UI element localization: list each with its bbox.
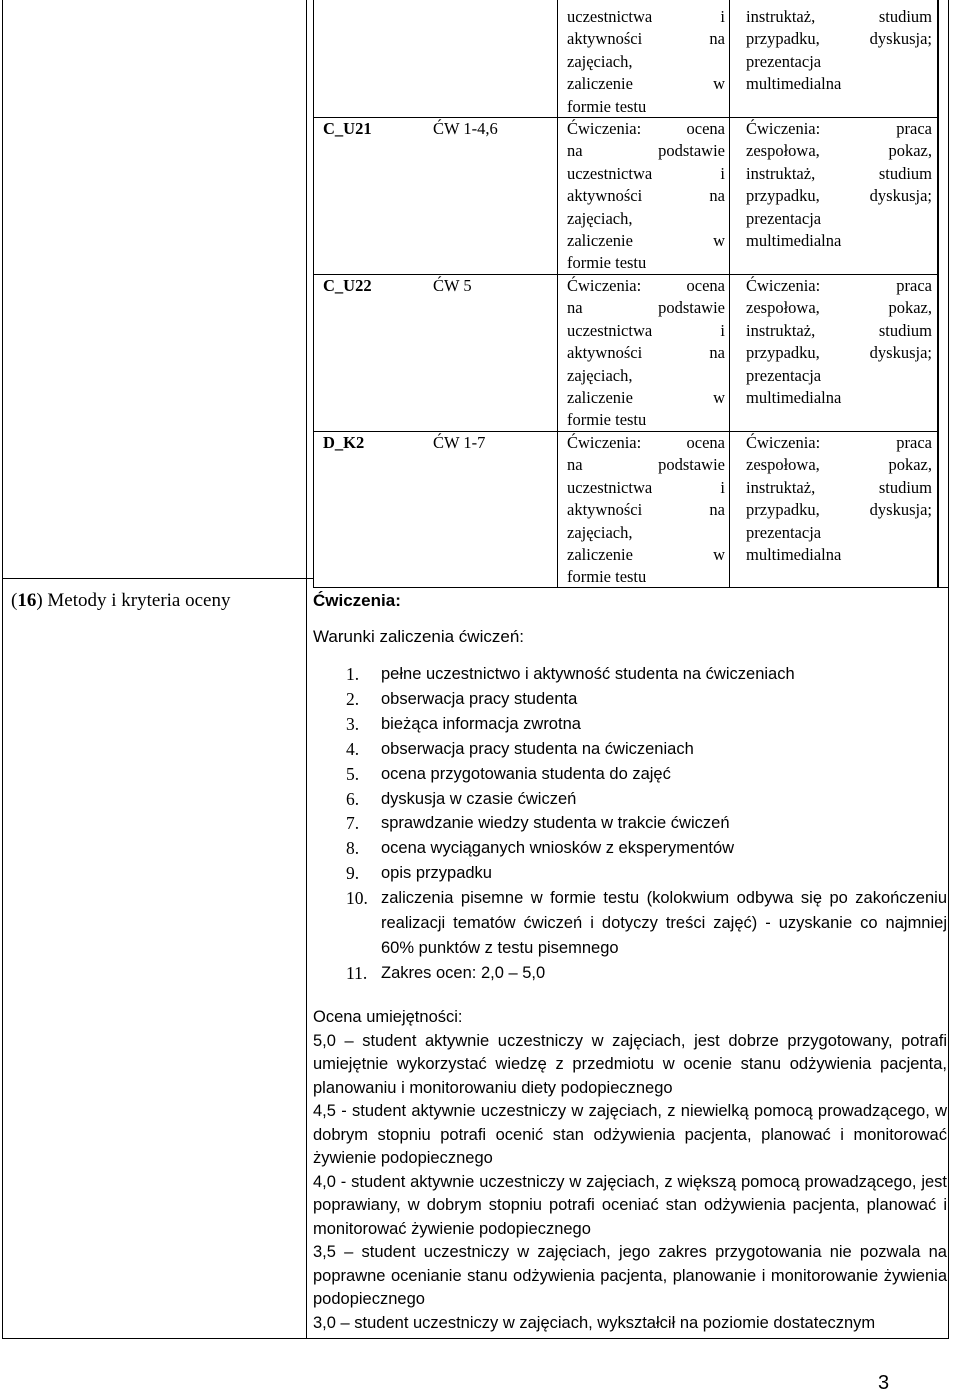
skills-grading-heading: Ocena umiejętności: <box>313 1008 463 1026</box>
frame-bottom-border <box>2 1338 949 1339</box>
table-cell-line: zespołowa, pokaz, <box>746 455 932 475</box>
table-cell-methods <box>746 432 932 566</box>
table-cell-line: instruktaż, studium <box>746 163 932 183</box>
list-item-number: 3. <box>346 713 360 734</box>
table-cell-line: zespołowa, pokaz, <box>746 298 932 318</box>
table-cell-line: formie testu <box>567 567 647 587</box>
section-label-text: ) Metody i kryteria oceny <box>36 590 231 611</box>
table-cell-line: zespołowa, pokaz, <box>746 141 932 161</box>
table-cell-line: uczestnictwa i <box>567 320 725 340</box>
list-item-text: obserwacja pracy studenta <box>381 689 578 708</box>
table-cell-code: C_U22 <box>323 276 372 295</box>
passing-conditions-list <box>313 662 947 986</box>
table-cell-line: Ćwiczenia: praca <box>746 433 932 452</box>
table-cell-line: instruktaż, studium <box>746 7 932 26</box>
table-cell-line: instruktaż, studium <box>746 320 932 340</box>
table-cell-exercise: ĆW 1-7 <box>433 433 486 452</box>
list-item <box>313 662 947 687</box>
table-cell-exercise: ĆW 5 <box>433 276 472 295</box>
table-cell-line: na podstawie <box>567 455 725 475</box>
list-item-number: 4. <box>346 738 360 759</box>
table-cell-line: zaliczenie w <box>567 388 725 408</box>
list-item <box>313 787 947 812</box>
frame-left-border <box>2 0 3 1339</box>
list-item-number: 10. <box>346 888 368 909</box>
table-cell-assessment <box>567 6 725 118</box>
list-item <box>313 961 947 986</box>
table-cell-line: zaliczenie w <box>567 74 725 94</box>
list-item-number: 6. <box>346 788 360 809</box>
table-cell-line: zaliczenie w <box>567 545 725 565</box>
list-item-text: sprawdzanie wiedzy studenta w trakcie ćwiczeń <box>381 814 730 833</box>
list-item-text: ocena przygotowania studenta do zajęć <box>381 764 671 783</box>
table-cell-methods <box>746 6 932 96</box>
table-cell-line: aktywności na <box>567 343 725 363</box>
table-cell-line: formie testu <box>567 410 647 430</box>
table-cell-line: Ćwiczenia: praca <box>746 276 932 295</box>
table-cell-line: uczestnictwa i <box>567 163 725 183</box>
frame-section-top-border <box>2 578 314 579</box>
section-label <box>11 590 230 612</box>
table-cell-line: multimedialna <box>746 74 842 94</box>
table-cell-line: aktywności na <box>567 29 725 49</box>
list-item-number: 2. <box>346 688 360 709</box>
table-cell-methods <box>746 275 932 409</box>
table-cell-line: Ćwiczenia: ocena <box>567 433 725 452</box>
list-item-number: 7. <box>346 813 360 834</box>
page-number: 3 <box>878 1372 890 1394</box>
list-item <box>313 712 947 737</box>
table-cell-assessment <box>567 118 725 275</box>
table-cell-line: uczestnictwa i <box>567 7 725 26</box>
grade-criterion: 3,0 – student uczestniczy w zajęciach, wykształcił na poziomie dostatecznym <box>313 1313 876 1332</box>
list-item-text: ocena wyciąganych wniosków z eksperymentów <box>381 839 735 858</box>
list-item-number: 9. <box>346 863 360 884</box>
table-col-divider-2 <box>729 0 730 588</box>
table-cell-assessment <box>567 432 725 589</box>
table-cell-line: zajęciach, <box>567 208 633 228</box>
list-item <box>313 811 947 836</box>
skills-grading-section <box>313 1006 947 1335</box>
list-item-number: 1. <box>346 664 360 684</box>
table-cell-line: multimedialna <box>746 388 842 408</box>
table-cell-line: przypadku, dyskusja; <box>746 29 932 49</box>
table-cell-line: na podstawie <box>567 298 725 318</box>
table-cell-line: przypadku, dyskusja; <box>746 186 932 206</box>
table-cell-line: instruktaż, studium <box>746 477 932 497</box>
grade-criterion: 4,0 - student aktywnie uczestniczy w zajęciach, z większą pomocą prowadzącego, jest poprawiany, w dobrym stopniu potrafi oceniać stan odżywienia pacjenta, planować i monitorować żywienie podopiecznego <box>313 1172 947 1238</box>
table-cell-line: prezentacja <box>746 365 822 385</box>
list-item <box>313 737 947 762</box>
table-cell-line: prezentacja <box>746 208 822 228</box>
table-cell-line: aktywności na <box>567 500 725 520</box>
list-item-number: 11. <box>346 962 368 983</box>
table-cell-line: zajęciach, <box>567 365 633 385</box>
table-cell-line: prezentacja <box>746 522 822 542</box>
table-cell-exercise: ĆW 1-4,6 <box>433 119 498 138</box>
table-col-divider-1 <box>557 0 558 588</box>
list-item-text: Zakres ocen: 2,0 – 5,0 <box>381 963 546 982</box>
list-item <box>313 886 947 961</box>
table-cell-line: formie testu <box>567 96 647 116</box>
table-cell-line: multimedialna <box>746 231 842 251</box>
list-item <box>313 836 947 861</box>
list-item-number: 5. <box>346 763 360 784</box>
list-item-number: 8. <box>346 838 360 859</box>
table-cell-code: D_K2 <box>323 433 365 452</box>
passing-conditions-heading: Warunki zaliczenia ćwiczeń: <box>313 627 524 646</box>
table-cell-assessment <box>567 275 725 432</box>
grade-criterion: 3,5 – student uczestniczy w zajęciach, jego zakres przygotowania nie pozwala na poprawne ocenianie stanu odżywienia pacjenta, planowanie i monitorowanie żywienia podopiecznego <box>313 1243 947 1308</box>
section-number: 16 <box>17 590 37 611</box>
list-item-text: pełne uczestnictwo i aktywność studenta na ćwiczeniach <box>381 665 795 683</box>
table-cell-line: przypadku, dyskusja; <box>746 343 932 363</box>
table-cell-line: przypadku, dyskusja; <box>746 500 932 520</box>
table-cell-line: multimedialna <box>746 545 842 565</box>
table-cell-line: na podstawie <box>567 141 725 161</box>
list-item-text: opis przypadku <box>381 864 492 883</box>
grade-criterion: 5,0 – student aktywnie uczestniczy w zajęciach, jest dobrze przygotowany, potrafi umiejętnie wykorzystać wiedzę z przedmiotu w ocenie stanu odżywienia pacjenta, planowaniu i monitorowaniu diety podopiecznego <box>313 1031 947 1097</box>
table-cell-line: zajęciach, <box>567 51 633 71</box>
table-cell-line: uczestnictwa i <box>567 477 725 497</box>
table-cell-line: prezentacja <box>746 51 822 71</box>
table-cell-line: Ćwiczenia: ocena <box>567 276 725 295</box>
table-cell-line: Ćwiczenia: ocena <box>567 119 725 138</box>
list-item-text: zaliczenia pisemne w formie testu (kolokwium odbywa się po zakończeniu realizacji tematów ćwiczeń i dotyczy treści zajęć) - uzyskanie co najmniej 60% punktów z testu pisemnego <box>381 889 947 957</box>
list-item <box>313 687 947 712</box>
table-cell-line: aktywności na <box>567 186 725 206</box>
grade-criterion: 4,5 - student aktywnie uczestniczy w zajęciach, z niewielką pomocą prowadzącego, w dobrym stopniu potrafi ocenić stan odżywienia pacjenta, planować i monitorować żywienie podopiecznego <box>313 1102 947 1167</box>
table-cell-methods <box>746 118 932 252</box>
list-item-text: obserwacja pracy studenta na ćwiczeniach <box>381 739 694 758</box>
section-label-open: ( <box>11 590 18 611</box>
table-right-border <box>937 0 939 588</box>
table-cell-line: Ćwiczenia: praca <box>746 119 932 138</box>
frame-divider-vertical <box>306 0 307 1339</box>
table-left-border <box>313 0 314 588</box>
list-item <box>313 861 947 886</box>
table-cell-line: zajęciach, <box>567 522 633 542</box>
exercises-heading: Ćwiczenia: <box>313 591 401 610</box>
list-item-text: bieżąca informacja zwrotna <box>381 714 581 733</box>
list-item-text: dyskusja w czasie ćwiczeń <box>381 789 577 808</box>
table-cell-code: C_U21 <box>323 119 372 138</box>
frame-right-border <box>948 0 949 1339</box>
frame-section-top-border-right <box>938 587 949 588</box>
table-cell-line: zaliczenie w <box>567 231 725 251</box>
list-item <box>313 762 947 787</box>
table-cell-line: formie testu <box>567 253 647 273</box>
